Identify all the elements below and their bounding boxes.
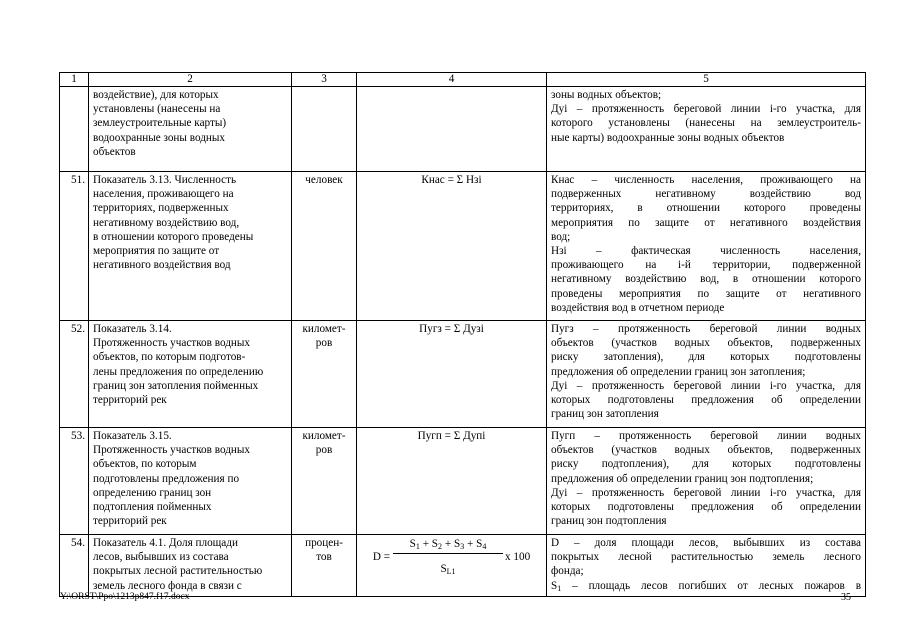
text-line: объектов, по которым — [93, 458, 197, 471]
text-line: тов — [316, 551, 332, 564]
text-line: населения, проживающего на — [93, 188, 234, 201]
text-line: D – доля площади лесов, выбывших из состава — [551, 537, 861, 549]
text-line: границ зон затопления пойменных — [93, 379, 259, 392]
indicator-name — [89, 172, 292, 321]
text-line: риску затопления), для которых подготовлены — [551, 351, 861, 364]
text-line: воздействие), для которых — [93, 89, 219, 101]
formula-cell: Пугп = Σ Дупi — [357, 428, 547, 535]
text-line: Дуi – протяженность береговой линии i-го участка, для — [551, 486, 861, 499]
text-line: мероприятия по защите от — [93, 245, 220, 258]
text-line: вод; — [551, 230, 571, 243]
formula-cell — [357, 535, 547, 597]
text-line: негативному воздействию вод, в отношении которого — [551, 273, 861, 286]
text-line: границ зон затопления — [551, 408, 659, 421]
text-line: установлены (нанесены на — [93, 103, 221, 116]
unit-cell — [292, 87, 357, 172]
table-header-row — [60, 73, 866, 87]
indicator-name — [89, 321, 292, 428]
formula-cell: Пугз = Σ Дузi — [357, 321, 547, 428]
text-line: покрытых лесной растительностью — [93, 565, 263, 578]
text-line: Показатель 3.14. — [93, 323, 172, 335]
text-line: водоохранные зоны водных — [93, 131, 225, 144]
description-cell — [547, 87, 866, 172]
text-line: Показатель 3.13. Численность — [93, 174, 237, 186]
text-line: Нзi – фактическая численность населения, — [551, 245, 861, 258]
text-line: Протяженность участков водных — [93, 444, 251, 457]
text-line: мероприятия по защите от негативного воздействия — [551, 216, 861, 229]
row-number: 54. — [60, 535, 89, 597]
text-line: $S_1$ – площадь лесов погибших от лесных пожаров в — [551, 579, 861, 593]
text-line: которых подготовлены предложения об определении — [551, 394, 861, 407]
text-line: ров — [315, 337, 333, 350]
fraction-formula — [373, 537, 530, 576]
formula-rhs: x 100 — [505, 550, 531, 563]
text-line: территориях, подверженных — [93, 202, 229, 215]
text-line: определению границ зон — [93, 486, 212, 499]
fraction — [393, 537, 503, 576]
text-line: километ- — [302, 430, 346, 442]
text-line: километ- — [302, 323, 346, 335]
description-cell — [547, 428, 866, 535]
text-line: покрытых лесной растительностью земель лесного — [551, 551, 861, 564]
text-line: землеустроительные карты) — [93, 117, 227, 130]
page-number: 35 — [841, 592, 851, 603]
text-line: негативному воздействию вод, — [93, 216, 240, 229]
formula-lhs: D = — [372, 550, 390, 563]
table-row — [60, 321, 866, 428]
text-line: объектов (участков водных объектов, подверженных — [551, 444, 861, 457]
text-line: объектов (участков водных объектов, подверженных — [551, 337, 861, 350]
row-number: 53. — [60, 428, 89, 535]
text-line: территорий рек — [93, 394, 167, 407]
table-row — [60, 87, 866, 172]
text-line: воздействия вод в отчетном периоде — [551, 301, 725, 314]
text-line: предложения об определении границ зон затопления; — [551, 365, 806, 378]
unit-cell — [292, 321, 357, 428]
text-line: которого установлены (нанесены на землеустроитель- — [551, 117, 861, 130]
text-line: процен- — [305, 537, 343, 549]
text-line: лены предложения по определению — [93, 365, 264, 378]
document-path: Y:\ORST\Ppo\1213p847.f17.docx — [60, 592, 190, 602]
header-col-3: 3 — [292, 73, 357, 87]
text-line: ров — [315, 444, 333, 457]
table-row — [60, 535, 866, 597]
indicator-name — [89, 87, 292, 172]
indicator-name — [89, 535, 292, 597]
text-line: Показатель 3.15. — [93, 430, 172, 442]
text-line: Пугп – протяженность береговой линии водных — [551, 430, 861, 442]
description-cell — [547, 321, 866, 428]
text-line: Кнас – численность населения, проживающего на — [551, 174, 861, 186]
text-line: в отношении которого проведены — [93, 230, 254, 243]
text-line: предложения об определении границ зон подтопления; — [551, 472, 814, 485]
text-line: Пугз – протяженность береговой линии водных — [551, 323, 861, 335]
header-col-4: 4 — [357, 73, 547, 87]
row-number: 52. — [60, 321, 89, 428]
text-line: подтопления пойменных — [93, 501, 212, 514]
text-line: которых подготовлены предложения об определении — [551, 501, 861, 514]
indicators-table — [59, 72, 866, 597]
fraction-denominator: $S_{L1}$ — [440, 563, 456, 577]
row-number: 51. — [60, 172, 89, 321]
description-cell — [547, 172, 866, 321]
text-line: земель лесного фонда в связи с — [93, 579, 242, 592]
text-line: объектов, по которым подготов- — [93, 351, 246, 364]
text-line: подготовлены предложения по — [93, 472, 240, 485]
header-col-2: 2 — [89, 73, 292, 87]
text-line: Дуi – протяженность береговой линии i-го участка, для — [551, 379, 861, 392]
header-col-5: 5 — [547, 73, 866, 87]
text-line: проведены мероприятия по защите от негативного — [551, 287, 861, 300]
description-cell — [547, 535, 866, 597]
unit-cell — [292, 428, 357, 535]
unit-cell: человек — [292, 172, 357, 321]
text-line: Дуi – протяженность береговой линии i-го участка, для — [551, 103, 861, 116]
formula-cell: Кнас = Σ Нзi — [357, 172, 547, 321]
text-line: ные карты) водоохранные зоны водных объектов — [551, 131, 785, 144]
text-line: территориях, в отношении которого проведены — [551, 202, 861, 215]
text-line: Протяженность участков водных — [93, 337, 251, 350]
text-line: объектов — [93, 145, 136, 158]
text-line: проживающего на i-й территории, подверженной — [551, 259, 861, 272]
text-line: зоны водных объектов; — [551, 89, 662, 101]
formula-cell — [357, 87, 547, 172]
header-col-1: 1 — [60, 73, 89, 87]
text-line: Показатель 4.1. Доля площади — [93, 537, 238, 549]
text-line: подверженных негативному воздействию вод — [551, 188, 861, 201]
text-line: риску подтопления), для которых подготовлены — [551, 458, 861, 471]
unit-cell — [292, 535, 357, 597]
text-line: лесов, выбывших из состава — [93, 551, 229, 564]
text-line: границ зон подтопления — [551, 515, 667, 528]
table-row — [60, 172, 866, 321]
indicator-name — [89, 428, 292, 535]
fraction-numerator: $S_1 + S_2 + S_3 + S_4$ — [409, 538, 487, 551]
table-row — [60, 428, 866, 535]
text-line: фонда; — [551, 565, 584, 578]
text-line: территорий рек — [93, 515, 167, 528]
row-number — [60, 87, 89, 172]
text-line: негативного воздействия вод — [93, 259, 231, 272]
